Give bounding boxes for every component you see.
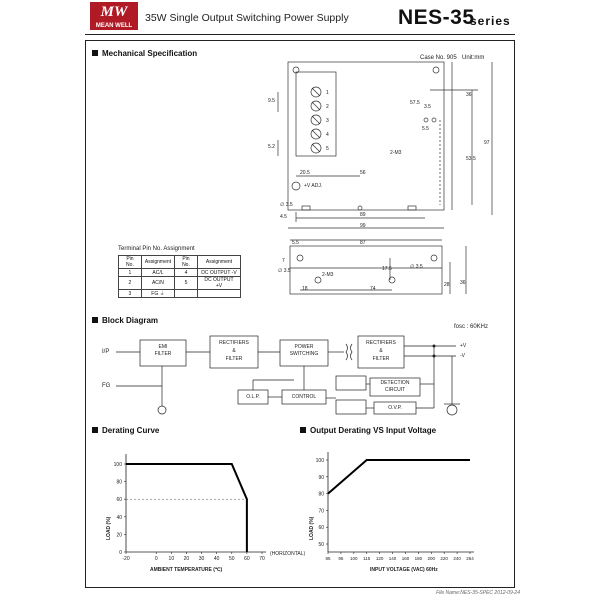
power-line-1: POWER	[294, 344, 314, 350]
y-tick-label: 80	[116, 479, 122, 486]
x-tick-label: 140	[388, 556, 397, 561]
dim-side-hole-right: ∅ 3.5	[410, 264, 423, 270]
power-line-2: SWITCHING	[289, 351, 319, 357]
dim-99: 99	[360, 223, 366, 229]
output-plus-v: +V	[460, 343, 467, 349]
dim-side-2-m3: 2-M3	[322, 272, 334, 278]
dim-2-m3-top: 2-M3	[390, 150, 402, 156]
dim-side-hole-left: ∅ 3.5	[278, 268, 291, 274]
dim-side-28: 28	[444, 282, 450, 288]
case-number: Case No. 905	[420, 55, 457, 61]
table-cell: 4	[175, 269, 198, 277]
voltage-series-line	[328, 460, 470, 494]
dim-side-7: 7	[282, 258, 285, 264]
output-derating-heading: Output Derating VS Input Voltage	[300, 426, 436, 435]
table-header: Assignment	[141, 256, 174, 269]
dim-20-5: 20.5	[300, 170, 310, 176]
table-cell: 2	[119, 277, 142, 290]
derating-y-label: LOAD (%)	[106, 516, 112, 540]
y-tick-label: 40	[116, 514, 122, 521]
pin-label-2: 2	[326, 104, 329, 110]
table-cell: 3	[119, 290, 142, 298]
mechanical-heading: Mechanical Specification	[92, 49, 197, 58]
table-cell: DC OUTPUT -V	[197, 269, 240, 277]
dim-36: 36	[466, 92, 472, 98]
x-tick-label: 60	[244, 556, 250, 562]
table-cell: AC/N	[141, 277, 174, 290]
detect-line-2: CIRCUIT	[384, 387, 406, 393]
model-name: NES-35	[398, 6, 475, 29]
x-tick-label: 10	[168, 556, 175, 562]
y-tick-label: 80	[318, 491, 324, 498]
y-tick-label: 0	[119, 550, 122, 556]
unit-label: Unit:mm	[462, 55, 485, 61]
y-tick-label: 100	[113, 462, 122, 468]
y-tick-label: 100	[315, 458, 324, 464]
fosc-label: fosc : 60KHz	[454, 324, 489, 330]
table-cell: DC OUTPUT +V	[197, 277, 240, 290]
fg-label: FG	[102, 383, 111, 389]
pin-label-5: 5	[326, 146, 329, 152]
dim-side-87: 87	[360, 240, 366, 246]
dim-side-74: 74	[370, 286, 376, 292]
x-tick-label: 20	[183, 556, 190, 562]
dim-4-5: 4.5	[280, 214, 287, 220]
ovp-block: O.V.P.	[388, 405, 402, 411]
meanwell-logo-subtext: MEAN WELL	[90, 22, 138, 30]
derating-heading: Derating Curve	[92, 426, 159, 435]
x-tick-label: 85	[325, 556, 331, 561]
dim-5-2: 5.2	[268, 144, 275, 150]
rect1-line-2: &	[232, 348, 236, 354]
y-tick-label: 70	[318, 508, 324, 515]
y-tick-label: 60	[318, 525, 324, 532]
pin-label-4: 4	[326, 132, 329, 138]
x-tick-label: 30	[198, 556, 205, 562]
rect2-line-3: FILTER	[372, 356, 390, 362]
x-tick-label: 240	[453, 556, 461, 561]
x-tick-label: 0	[154, 556, 158, 562]
y-tick-label: 90	[318, 474, 324, 481]
table-header: Pin No.	[119, 256, 142, 269]
terminal-heading: Terminal Pin No. Assignment	[118, 246, 195, 252]
dim-3-5: 3.5	[424, 104, 431, 110]
footer-file-name: File Name:NES-35-SPEC 2012-09-24	[436, 590, 520, 596]
x-tick-label: 200	[427, 556, 436, 561]
output-derating-y-label: LOAD (%)	[309, 516, 315, 540]
y-tick-label: 20	[116, 532, 122, 539]
dim-5-5: 5.5	[422, 126, 429, 132]
detect-line-1: DETECTION	[380, 380, 410, 386]
x-tick-label: 264	[466, 556, 474, 561]
dim-9-5: 9.5	[268, 98, 275, 104]
table-cell: FG ⏚	[141, 290, 174, 298]
voltage-adjust-label: +V ADJ.	[304, 183, 323, 189]
y-tick-label: 50	[318, 542, 324, 548]
derating-series-line	[126, 464, 247, 552]
table-cell: 1	[119, 269, 142, 277]
derating-chart	[114, 454, 266, 562]
emi-line-2: FILTER	[154, 351, 172, 357]
dim-53-5: 53.5	[466, 156, 476, 162]
x-tick-label: 95	[338, 556, 344, 561]
dim-side-18: 18	[302, 286, 308, 292]
product-title: 35W Single Output Switching Power Supply	[145, 12, 349, 24]
y-tick-label: 60	[116, 497, 122, 504]
derating-horizontal-label: (HORIZONTAL)	[270, 551, 306, 557]
x-tick-label: 115	[363, 556, 371, 561]
table-header: Pin No.	[175, 256, 198, 269]
control-block: CONTROL	[291, 394, 317, 400]
derating-x-label: AMBIENT TEMPERATURE (℃)	[150, 567, 223, 573]
rect1-line-1: RECTIFIERS	[219, 340, 249, 346]
emi-line-1: EMI	[158, 344, 168, 350]
x-tick-label: 100	[350, 556, 358, 561]
dim-56: 56	[360, 170, 366, 176]
dim-97: 97	[484, 140, 490, 146]
dim-side-5-5: 5.5	[292, 240, 299, 246]
output-minus-v: -V	[460, 353, 465, 359]
block-diagram-heading: Block Diagram	[92, 316, 158, 325]
dim-89: 89	[360, 212, 366, 218]
x-tick-label: -20	[122, 556, 130, 562]
series-label: series	[470, 14, 511, 28]
table-cell: 5	[175, 277, 198, 290]
dim-57-5: 57.5	[410, 100, 420, 106]
dim-side-17-5: 17.5	[382, 266, 392, 272]
table-cell: AC/L	[141, 269, 174, 277]
input-label: I/P	[102, 349, 110, 355]
olp-block: O.L.P.	[246, 394, 260, 400]
x-tick-label: 70	[259, 556, 265, 562]
x-tick-label: 220	[440, 556, 448, 561]
x-tick-label: 40	[213, 556, 220, 562]
input-voltage-chart	[316, 452, 475, 561]
rect2-line-1: RECTIFIERS	[366, 340, 396, 346]
x-tick-label: 50	[228, 556, 235, 562]
x-tick-label: 160	[401, 556, 410, 561]
pin-label-3: 3	[326, 118, 329, 124]
pin-label-1: 1	[326, 90, 329, 96]
dim-hole-top: ∅ 3.5	[280, 202, 293, 208]
x-tick-label: 180	[414, 556, 423, 561]
table-header: Assignment	[197, 256, 240, 269]
meanwell-logo: MW	[90, 2, 138, 22]
rect2-line-2: &	[379, 348, 383, 354]
dim-side-36: 36	[460, 280, 466, 286]
output-derating-x-label: INPUT VOLTAGE (VAC) 60Hz	[370, 567, 438, 573]
rect1-line-3: FILTER	[225, 356, 243, 362]
x-tick-label: 120	[375, 556, 384, 561]
